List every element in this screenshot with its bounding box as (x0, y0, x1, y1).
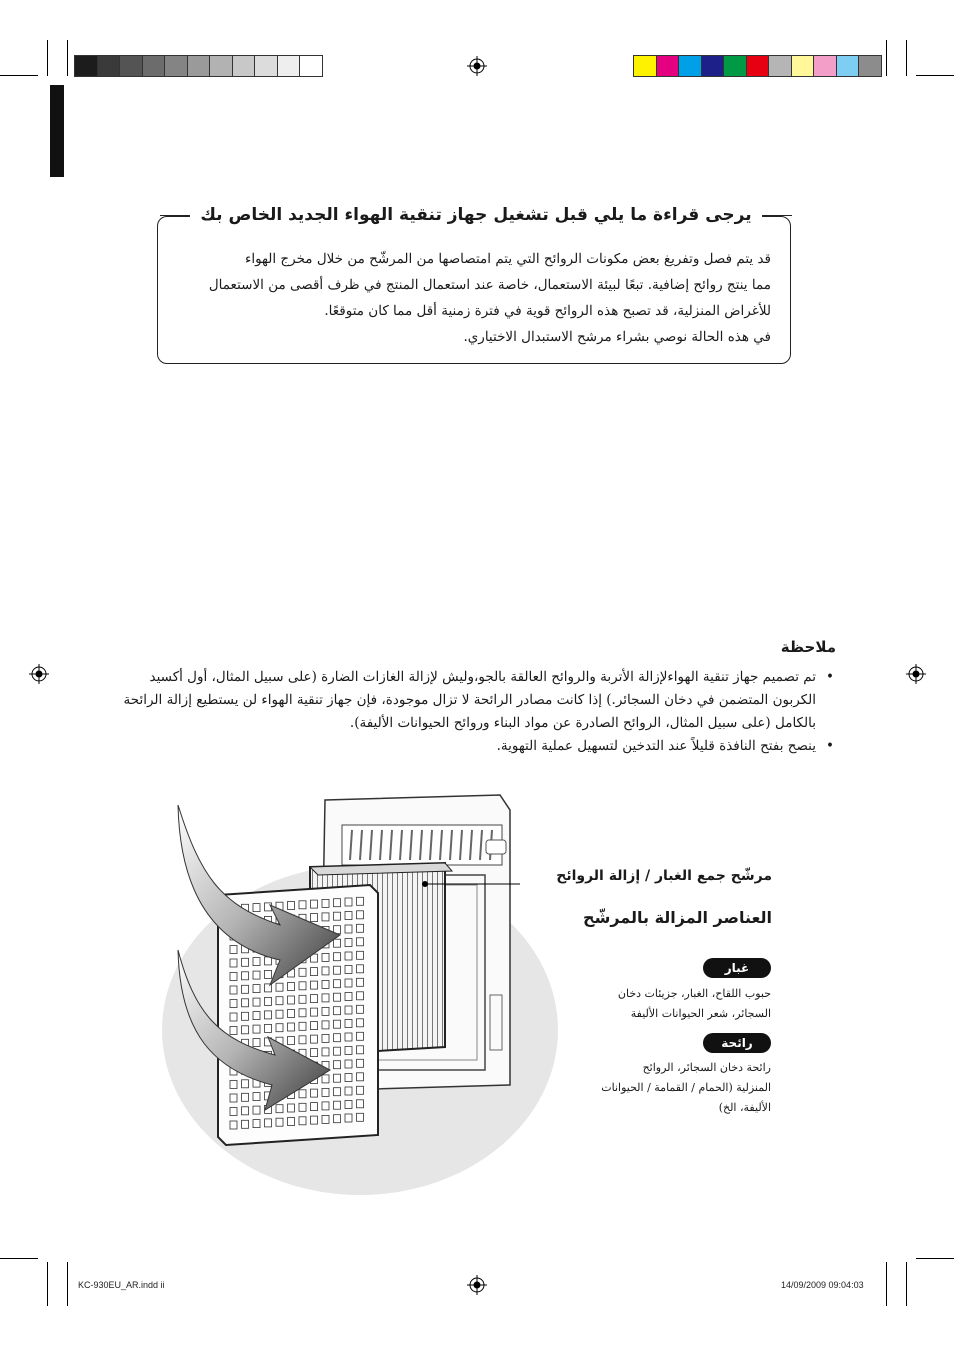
filter-hole (357, 965, 364, 973)
registration-mark-icon (29, 664, 49, 684)
filter-hole (311, 995, 318, 1003)
filter-hole (311, 900, 318, 908)
filter-hole (242, 999, 249, 1007)
filter-hole (299, 1117, 306, 1125)
filter-hole (345, 939, 352, 947)
filter-hole (357, 978, 364, 986)
filter-hole (322, 953, 329, 961)
notice-line: للأغراض المنزلية، قد تصبح هذه الروائح قوية في فترة زمنية أقل مما كان متوقعًا. (324, 303, 771, 319)
filter-hole (288, 1010, 295, 1018)
filter-hole (230, 1027, 237, 1035)
filter-hole (322, 967, 329, 975)
filter-hole (299, 1090, 306, 1098)
filter-hole (322, 980, 329, 988)
filter-hole (311, 1049, 318, 1057)
filter-hole (311, 968, 318, 976)
odor-desc-line: المنزلية (الحمام / القمامة / الحيوانات (601, 1081, 771, 1094)
filter-hole (345, 1101, 352, 1109)
callout-dot (422, 881, 428, 887)
filter-hole (230, 986, 237, 994)
color-swatch (254, 55, 278, 77)
notice-line: قد يتم فصل وتفريغ بعض مكونات الروائح التي يتم امتصاصها من المرشّح من خلال مخرج الهواء (244, 251, 771, 267)
filter-hole (230, 1000, 237, 1008)
filter-hole (288, 902, 295, 910)
filter-hole (230, 946, 237, 954)
filter-label: مرشّح جمع الغبار / إزالة الروائح (556, 868, 772, 884)
filter-hole (253, 1106, 260, 1114)
filter-hole (345, 1047, 352, 1055)
removed-items-title: العناصر المزالة بالمرشّح (583, 908, 772, 927)
filter-hole (334, 980, 341, 988)
filter-hole (345, 1114, 352, 1122)
notice-line: مما ينتج روائح إضافية. تبعًا لبيئة الاستعمال، خاصة عند استعمال المنتج في ظرف أقصى من الاستعمال (208, 277, 771, 293)
filter-hole (345, 1006, 352, 1014)
color-swatch (164, 55, 188, 77)
filter-hole (265, 1119, 272, 1127)
filter-hole (276, 1118, 283, 1126)
filter-hole (334, 966, 341, 974)
filter-hole (311, 981, 318, 989)
filter-hole (299, 995, 306, 1003)
filter-hole (253, 904, 260, 912)
note-item: • تم تصميم جهاز تنقية الهواءلإزالة الأتربة والروائح العالقة بالجو،وليش لإزالة الغازات الضارة (على سبيل المثال، أول أكسيد الكربون المتضمن في دخان السجائر.) إذا كانت مصادر الرائحة لا تزال موجودة، فإن جهاز تنقية الهواء لن يستطيع إزالة الرائحة بالكامل (على سبيل المثال، الروائح الصادرة عن مواد البناء وروائح الحيوانات الأليفة). (119, 666, 834, 735)
filter-hole (334, 1101, 341, 1109)
color-swatch (813, 55, 837, 77)
color-swatch (768, 55, 792, 77)
filter-hole (288, 1023, 295, 1031)
color-swatch (277, 55, 301, 77)
filter-hole (345, 952, 352, 960)
filter-hole (311, 1008, 318, 1016)
filter-hole (265, 1011, 272, 1019)
filter-hole (230, 1094, 237, 1102)
filter-hole (276, 983, 283, 991)
filter-hole (334, 1088, 341, 1096)
filter-hole (322, 1102, 329, 1110)
filter-hole (357, 951, 364, 959)
filter-hole (265, 997, 272, 1005)
note-list (119, 666, 834, 758)
filter-hole (322, 1075, 329, 1083)
filter-hole (242, 1012, 249, 1020)
filter-hole (322, 1115, 329, 1123)
filter-hole (334, 1020, 341, 1028)
odor-badge: رائحة (703, 1033, 771, 1053)
filter-hole (357, 911, 364, 919)
notice-text (175, 246, 771, 350)
filter-hole (345, 966, 352, 974)
filter-hole (253, 1012, 260, 1020)
color-swatch (656, 55, 680, 77)
filter-hole (230, 973, 237, 981)
filter-hole (334, 1007, 341, 1015)
section-tab (50, 85, 64, 177)
filter-hole (253, 1025, 260, 1033)
filter-hole (253, 971, 260, 979)
filter-hole (322, 1007, 329, 1015)
filter-hole (253, 958, 260, 966)
filter-hole (253, 1093, 260, 1101)
filter-hole (345, 979, 352, 987)
filter-hole (322, 899, 329, 907)
color-swatch (791, 55, 815, 77)
filter-hole (345, 993, 352, 1001)
filter-hole (242, 1080, 249, 1088)
filter-hole (334, 899, 341, 907)
registration-mark-icon (467, 56, 487, 76)
filter-hole (322, 994, 329, 1002)
filter-hole (311, 1022, 318, 1030)
filter-hole (357, 1073, 364, 1081)
filter-hole (265, 970, 272, 978)
filter-hole (299, 1022, 306, 1030)
filter-hole (299, 968, 306, 976)
color-swatch (701, 55, 725, 77)
filter-hole (299, 1103, 306, 1111)
filter-hole (299, 982, 306, 990)
filter-hole (230, 1013, 237, 1021)
filter-hole (322, 1048, 329, 1056)
dust-desc-line: حبوب اللقاح، الغبار، جزيئات دخان (617, 987, 771, 1000)
filter-hole (334, 1074, 341, 1082)
filter-hole (311, 1116, 318, 1124)
filter-hole (311, 1089, 318, 1097)
filter-hole (230, 959, 237, 967)
filter-hole (242, 972, 249, 980)
filter-hole (276, 1010, 283, 1018)
filter-hole (345, 912, 352, 920)
filter-hole (253, 1120, 260, 1128)
filter-hole (299, 1036, 306, 1044)
note-item: • ينصح بفتح النافذة قليلاً عند التدخين لتسهيل عملية التهوية. (119, 735, 834, 758)
filter-hole (357, 924, 364, 932)
filter-hole (253, 1039, 260, 1047)
filter-hole (345, 1033, 352, 1041)
filter-hole (334, 1047, 341, 1055)
filter-hole (345, 898, 352, 906)
filter-hole (357, 1059, 364, 1067)
filter-hole (334, 993, 341, 1001)
color-swatch (209, 55, 233, 77)
filter-hole (357, 1113, 364, 1121)
filter-hole (242, 1093, 249, 1101)
filter-hole (322, 1034, 329, 1042)
notice-title: يرجى قراءة ما يلي قبل تشغيل جهاز تنقية الهواء الجديد الخاص بك (160, 200, 792, 230)
filter-hole (345, 1060, 352, 1068)
color-swatch (74, 55, 98, 77)
filter-hole (322, 1021, 329, 1029)
filter-hole (357, 1100, 364, 1108)
filter-hole (345, 1020, 352, 1028)
footer-filename: KC-930EU_AR.indd ii (78, 1280, 165, 1290)
filter-hole (345, 1087, 352, 1095)
note-heading: ملاحظة (780, 638, 836, 656)
odor-description (596, 1058, 771, 1118)
filter-hole (230, 1081, 237, 1089)
filter-hole (345, 1074, 352, 1082)
registration-mark-icon (467, 1275, 487, 1295)
filter-illustration (160, 785, 580, 1200)
filter-hole (334, 939, 341, 947)
color-swatch (858, 55, 882, 77)
filter-hole (242, 1026, 249, 1034)
filter-hole (345, 925, 352, 933)
filter-hole (299, 901, 306, 909)
filter-hole (276, 1024, 283, 1032)
filter-hole (276, 1105, 283, 1113)
filter-hole (357, 897, 364, 905)
filter-hole (253, 985, 260, 993)
filter-hole (230, 1108, 237, 1116)
color-swatch (97, 55, 121, 77)
filter-hole (288, 983, 295, 991)
filter-hole (288, 1118, 295, 1126)
filter-hole (265, 957, 272, 965)
filter-hole (322, 1088, 329, 1096)
filter-hole (265, 1024, 272, 1032)
filter-hole (357, 992, 364, 1000)
filter-hole (276, 997, 283, 1005)
filter-hole (334, 1034, 341, 1042)
filter-hole (334, 912, 341, 920)
color-swatch (142, 55, 166, 77)
filter-hole (311, 1103, 318, 1111)
odor-desc-line: الأليفة، الخ) (718, 1101, 771, 1114)
color-swatch (232, 55, 256, 77)
filter-hole (288, 1104, 295, 1112)
filter-hole (253, 998, 260, 1006)
filter-hole (242, 1120, 249, 1128)
filter-hole (357, 1019, 364, 1027)
notice-line: في هذه الحالة نوصي بشراء مرشح الاستبدال الاختياري. (463, 329, 771, 345)
color-swatch (633, 55, 657, 77)
filter-hole (357, 1032, 364, 1040)
filter-hole (311, 914, 318, 922)
filter-hole (357, 1005, 364, 1013)
filter-hole (357, 1046, 364, 1054)
color-swatch (723, 55, 747, 77)
registration-mark-icon (906, 664, 926, 684)
filter-hole (242, 1107, 249, 1115)
filter-hole (357, 938, 364, 946)
filter-hole (288, 996, 295, 1004)
filter-hole (357, 1086, 364, 1094)
color-swatch (678, 55, 702, 77)
filter-hole (334, 953, 341, 961)
dust-desc-line: السجائر، شعر الحيوانات الأليفة (630, 1007, 771, 1020)
color-swatch (187, 55, 211, 77)
color-swatch (836, 55, 860, 77)
filter-hole (288, 1037, 295, 1045)
color-swatch (746, 55, 770, 77)
filter-hole (299, 1009, 306, 1017)
filter-hole (322, 913, 329, 921)
filter-hole (242, 985, 249, 993)
dust-description (596, 984, 771, 1024)
footer-timestamp: 14/09/2009 09:04:03 (781, 1280, 864, 1290)
color-swatch (119, 55, 143, 77)
filter-hole (242, 958, 249, 966)
filter-hole (334, 1061, 341, 1069)
color-swatch (299, 55, 323, 77)
filter-hole (334, 1115, 341, 1123)
filter-hole (230, 1121, 237, 1129)
dust-badge: غبار (703, 958, 771, 978)
filter-hole (311, 1035, 318, 1043)
odor-desc-line: رائحة دخان السجائر، الروائح (642, 1061, 771, 1074)
